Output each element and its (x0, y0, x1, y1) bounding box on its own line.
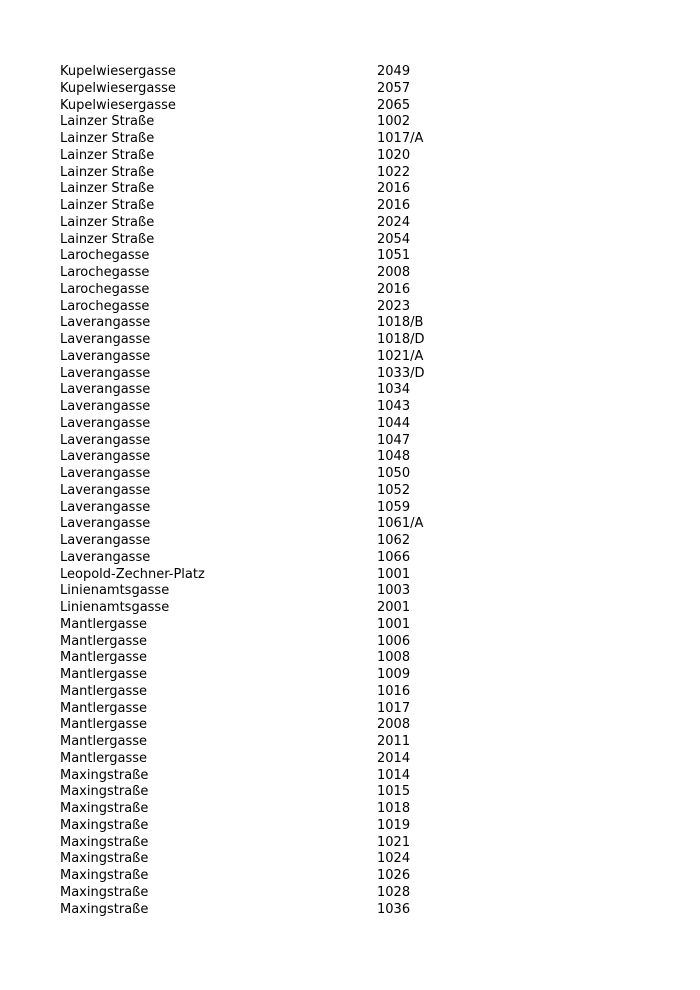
street-name: Laverangasse (60, 365, 151, 381)
list-item (60, 399, 660, 416)
street-name: Laverangasse (60, 449, 151, 465)
list-item (60, 332, 660, 349)
list-item (60, 701, 660, 718)
house-number: 2054 (377, 231, 411, 247)
street-name: Mantlergasse (60, 650, 148, 666)
house-number: 2023 (377, 298, 411, 314)
house-number: 1026 (377, 868, 411, 883)
street-name: Mantlergasse (60, 700, 148, 716)
house-number: 1003 (377, 583, 411, 599)
house-number: 1048 (377, 449, 411, 465)
list-item (60, 215, 660, 232)
list-item (60, 583, 660, 600)
house-number: 1016 (377, 683, 411, 699)
list-item (60, 248, 660, 265)
street-name: Laverangasse (60, 382, 151, 398)
street-name: Lainzer Straße (60, 181, 155, 197)
house-number: 1028 (377, 884, 411, 900)
list-item (60, 466, 660, 483)
street-name: Linienamtsgasse (60, 583, 170, 599)
street-name: Maxingstraße (60, 767, 149, 783)
list-item (60, 416, 660, 433)
street-name: Laverangasse (60, 348, 151, 364)
list-item (60, 717, 660, 734)
street-name: Maxingstraße (60, 851, 149, 867)
house-number: 1062 (377, 533, 411, 548)
address-list (60, 64, 660, 918)
house-number: 1002 (377, 114, 411, 130)
list-item (60, 902, 660, 919)
list-item (60, 114, 660, 131)
house-number: 1018/D (377, 332, 425, 347)
house-number: 1061/A (377, 516, 424, 532)
street-name: Mantlergasse (60, 717, 148, 733)
street-name: Kupelwiesergasse (60, 80, 176, 96)
list-item (60, 349, 660, 366)
street-name: Laverangasse (60, 549, 151, 565)
list-item (60, 567, 660, 584)
list-item (60, 449, 660, 466)
street-name: Leopold-Zechner-Platz (60, 566, 205, 582)
list-item (60, 667, 660, 684)
house-number: 1059 (377, 499, 411, 515)
list-item (60, 600, 660, 617)
house-number: 1001 (377, 566, 411, 582)
house-number: 1017/A (377, 131, 424, 146)
house-number: 1044 (377, 415, 411, 431)
list-item (60, 634, 660, 651)
list-item (60, 550, 660, 567)
house-number: 1051 (377, 248, 411, 264)
house-number: 1047 (377, 432, 411, 448)
list-item (60, 768, 660, 785)
house-number: 1009 (377, 667, 411, 682)
list-item (60, 851, 660, 868)
list-item (60, 382, 660, 399)
house-number: 1050 (377, 466, 411, 481)
street-name: Larochegasse (60, 298, 150, 314)
list-item (60, 81, 660, 98)
street-name: Laverangasse (60, 516, 151, 532)
house-number: 1034 (377, 382, 411, 398)
street-name: Laverangasse (60, 432, 151, 448)
street-name: Mantlergasse (60, 750, 148, 766)
house-number: 1017 (377, 700, 411, 716)
street-name: Mantlergasse (60, 667, 148, 682)
list-item (60, 483, 660, 500)
list-item (60, 684, 660, 701)
house-number: 1006 (377, 633, 411, 649)
list-item (60, 868, 660, 885)
list-item (60, 801, 660, 818)
street-name: Maxingstraße (60, 784, 149, 800)
street-name: Lainzer Straße (60, 147, 155, 163)
house-number: 1015 (377, 784, 411, 800)
list-item (60, 181, 660, 198)
list-item (60, 500, 660, 517)
street-name: Kupelwiesergasse (60, 97, 176, 113)
street-name: Maxingstraße (60, 834, 149, 850)
house-number: 2001 (377, 600, 411, 615)
street-name: Lainzer Straße (60, 214, 155, 230)
street-name: Laverangasse (60, 499, 151, 515)
street-name: Lainzer Straße (60, 131, 155, 146)
house-number: 1066 (377, 549, 411, 565)
street-name: Larochegasse (60, 248, 150, 264)
house-number: 1019 (377, 817, 411, 833)
house-number: 2065 (377, 97, 411, 113)
house-number: 2049 (377, 64, 411, 79)
list-item (60, 265, 660, 282)
house-number: 1018 (377, 801, 411, 816)
house-number: 2024 (377, 214, 411, 230)
street-name: Mantlergasse (60, 616, 148, 632)
list-item (60, 650, 660, 667)
street-name: Larochegasse (60, 281, 150, 297)
street-name: Larochegasse (60, 265, 150, 280)
house-number: 2008 (377, 717, 411, 733)
house-number: 1020 (377, 147, 411, 163)
house-number: 1052 (377, 482, 411, 498)
list-item (60, 165, 660, 182)
street-name: Maxingstraße (60, 817, 149, 833)
house-number: 1008 (377, 650, 411, 666)
street-name: Lainzer Straße (60, 114, 155, 130)
street-name: Laverangasse (60, 399, 151, 414)
list-item (60, 617, 660, 634)
house-number: 2057 (377, 80, 411, 96)
street-name: Laverangasse (60, 315, 151, 331)
list-item (60, 734, 660, 751)
street-name: Laverangasse (60, 415, 151, 431)
list-item (60, 784, 660, 801)
street-name: Mantlergasse (60, 633, 148, 649)
street-name: Laverangasse (60, 482, 151, 498)
street-name: Maxingstraße (60, 868, 149, 883)
street-name: Linienamtsgasse (60, 600, 170, 615)
house-number: 1021/A (377, 348, 424, 364)
list-item (60, 366, 660, 383)
list-item (60, 751, 660, 768)
list-item (60, 315, 660, 332)
street-name: Kupelwiesergasse (60, 64, 176, 79)
house-number: 2011 (377, 734, 411, 749)
house-number: 2008 (377, 265, 411, 280)
list-item (60, 885, 660, 902)
list-item (60, 516, 660, 533)
list-item (60, 533, 660, 550)
street-name: Maxingstraße (60, 801, 149, 816)
street-name: Mantlergasse (60, 734, 148, 749)
street-name: Laverangasse (60, 332, 151, 347)
list-item (60, 131, 660, 148)
street-name: Laverangasse (60, 466, 151, 481)
list-item (60, 98, 660, 115)
list-item (60, 232, 660, 249)
house-number: 1033/D (377, 365, 425, 381)
street-name: Lainzer Straße (60, 164, 155, 180)
house-number: 2016 (377, 281, 411, 297)
house-number: 1022 (377, 164, 411, 180)
list-item (60, 835, 660, 852)
list-item (60, 64, 660, 81)
street-name: Maxingstraße (60, 901, 149, 917)
house-number: 2016 (377, 181, 411, 197)
house-number: 1024 (377, 851, 411, 867)
list-item (60, 818, 660, 835)
list-item (60, 299, 660, 316)
list-item (60, 148, 660, 165)
list-item (60, 198, 660, 215)
house-number: 1043 (377, 399, 411, 414)
list-item (60, 433, 660, 450)
house-number: 2016 (377, 198, 411, 213)
house-number: 2014 (377, 750, 411, 766)
house-number: 1021 (377, 834, 411, 850)
house-number: 1001 (377, 616, 411, 632)
street-name: Mantlergasse (60, 683, 148, 699)
street-name: Lainzer Straße (60, 231, 155, 247)
street-name: Laverangasse (60, 533, 151, 548)
house-number: 1014 (377, 767, 411, 783)
house-number: 1036 (377, 901, 411, 917)
list-item (60, 282, 660, 299)
street-name: Lainzer Straße (60, 198, 155, 213)
house-number: 1018/B (377, 315, 424, 331)
street-name: Maxingstraße (60, 884, 149, 900)
